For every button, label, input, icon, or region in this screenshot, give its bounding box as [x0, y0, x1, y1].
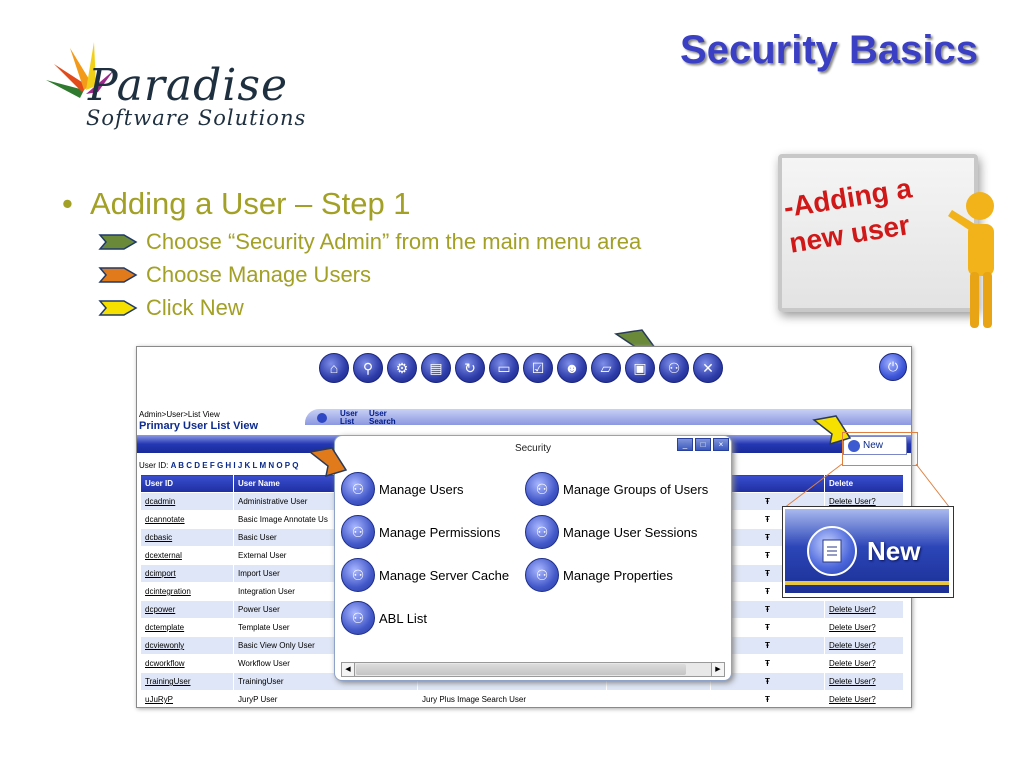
user-id-link[interactable]: uJuRyP [141, 691, 234, 709]
user-name-cell: Integration User [234, 583, 418, 601]
delete-user-link[interactable]: Delete User? [825, 673, 904, 691]
user-name-cell: External User [234, 547, 418, 565]
menu-manage-properties[interactable] [525, 558, 673, 592]
active-icon: Ŧ [711, 547, 825, 565]
menu-manage-permissions[interactable] [341, 515, 500, 549]
slide-title: Security Basics [680, 28, 978, 72]
menu-manage-groups[interactable] [525, 472, 708, 506]
user-id-link[interactable]: dcintegration [141, 583, 234, 601]
main-bullet [62, 186, 411, 222]
tools-icon[interactable]: ✕ [693, 353, 723, 383]
users-icon: ⚇ [525, 558, 559, 592]
delete-user-link[interactable]: Delete User? [825, 637, 904, 655]
active-icon: Ŧ [711, 493, 825, 511]
callout-connector [780, 462, 960, 512]
user-desc-cell: Jury Plus Image Search User [418, 691, 607, 709]
step-2-text: Choose Manage Users [146, 262, 372, 287]
active-icon: Ŧ [711, 691, 825, 709]
user-icon[interactable]: ☻ [557, 353, 587, 383]
security-dialog [334, 435, 732, 681]
user-id-link[interactable]: dcimport [141, 565, 234, 583]
step-2 [98, 262, 371, 288]
main-bullet-text: Adding a User – Step 1 [90, 186, 411, 221]
main-toolbar [319, 353, 723, 383]
active-icon: Ŧ [711, 529, 825, 547]
arrow-icon [98, 264, 140, 286]
column-header[interactable]: User Name [234, 475, 418, 493]
user-id-link[interactable]: dctemplate [141, 619, 234, 637]
users-icon: ⚇ [341, 515, 375, 549]
menu-label: Manage Server Cache [379, 567, 510, 583]
active-icon: Ŧ [711, 673, 825, 691]
highlight-box [842, 432, 918, 466]
user-name-cell: Administrative User [234, 493, 418, 511]
view-title: Primary User List View [139, 420, 259, 432]
delete-user-link[interactable]: Delete User? [825, 601, 904, 619]
users-icon: ⚇ [525, 472, 559, 506]
company-logo [40, 40, 330, 140]
tab-user-list[interactable] [340, 410, 358, 426]
active-icon: Ŧ [711, 655, 825, 673]
document-icon[interactable]: ▤ [421, 353, 451, 383]
menu-label: ABL List [379, 610, 427, 626]
user-name-cell: Template User [234, 619, 418, 637]
menu-manage-cache[interactable] [341, 558, 509, 592]
user-id-link[interactable]: dcannotate [141, 511, 234, 529]
active-icon: Ŧ [711, 637, 825, 655]
step-3 [98, 295, 244, 321]
delete-user-link[interactable]: Delete User? [825, 619, 904, 637]
users-icon: ⚇ [525, 515, 559, 549]
blank-cell [607, 691, 711, 709]
close-icon[interactable]: × [713, 438, 729, 451]
user-name-cell: Workflow User [234, 655, 418, 673]
arrow-icon [98, 297, 140, 319]
user-name-cell: Basic User [234, 529, 418, 547]
arrow-icon [98, 231, 140, 253]
zoom-stripe [785, 581, 949, 585]
zoom-inner [785, 509, 949, 593]
monitor-icon[interactable]: ▭ [489, 353, 519, 383]
active-icon: Ŧ [711, 565, 825, 583]
step-1 [98, 229, 641, 255]
column-header[interactable]: User ID [141, 475, 234, 493]
new-button-label: New [863, 440, 884, 451]
pointer-arrow-icon [308, 446, 348, 480]
users-icon: ⚇ [341, 601, 375, 635]
bullet-dot: • [62, 186, 73, 221]
minimize-icon[interactable]: _ [677, 438, 693, 451]
breadcrumb: Admin>User>List View [139, 410, 220, 419]
presenter-figure-icon [948, 188, 1018, 338]
menu-label: Manage Users [379, 481, 464, 497]
user-id-link[interactable]: dcexternal [141, 547, 234, 565]
menu-manage-users[interactable] [341, 472, 464, 506]
search-icon[interactable]: ⚲ [353, 353, 383, 383]
computer-icon[interactable]: ▣ [625, 353, 655, 383]
user-id-link[interactable]: dcbasic [141, 529, 234, 547]
security-icon[interactable]: ⚇ [659, 353, 689, 383]
logout-icon[interactable]: ⏻ [879, 353, 907, 381]
logo-tagline: Software Solutions [86, 106, 307, 130]
user-id-link[interactable]: TrainingUser [141, 673, 234, 691]
home-icon[interactable]: ⌂ [319, 353, 349, 383]
logo-wordmark: Paradise [88, 60, 288, 111]
user-name-cell: Import User [234, 565, 418, 583]
user-name-cell: Basic View Only User [234, 637, 418, 655]
user-name-cell: Power User [234, 601, 418, 619]
user-name-cell: Basic Image Annotate Us [234, 511, 418, 529]
tab-user-search[interactable] [369, 410, 396, 426]
checklist-icon[interactable]: ☑ [523, 353, 553, 383]
maximize-icon[interactable]: □ [695, 438, 711, 451]
new-document-icon [807, 526, 857, 576]
dialog-title: Security [514, 443, 552, 454]
table-row[interactable] [141, 691, 904, 709]
tab-line: Search [369, 417, 396, 426]
tab-line: List [340, 417, 355, 426]
column-header[interactable]: Delete [825, 475, 904, 493]
window-controls [677, 438, 729, 451]
scroll-thumb[interactable] [356, 664, 686, 675]
step-1-text: Choose “Security Admin” from the main menu area [146, 229, 642, 254]
alpha-filter-letters[interactable]: A B C D E F G H I J K L M N O P Q [170, 461, 299, 470]
whiteboard-text: -Adding a new user [781, 172, 914, 259]
user-id-link[interactable]: dcadmin [141, 493, 234, 511]
folder-icon[interactable]: ▱ [591, 353, 621, 383]
users-icon: ⚇ [341, 558, 375, 592]
menu-label: Manage Properties [563, 567, 673, 583]
step-3-text: Click New [146, 295, 244, 320]
whiteboard-graphic [752, 148, 1022, 338]
active-icon: Ŧ [711, 601, 825, 619]
scroll-left-icon[interactable]: ◀ [342, 663, 355, 676]
active-icon: Ŧ [711, 619, 825, 637]
delete-user-link[interactable]: Delete User? [825, 493, 904, 511]
active-icon: Ŧ [711, 583, 825, 601]
delete-user-link[interactable]: Delete User? [825, 655, 904, 673]
menu-label: Manage Permissions [379, 524, 501, 540]
sync-icon[interactable]: ↻ [455, 353, 485, 383]
new-label-zoom: New [867, 535, 921, 566]
active-icon: Ŧ [711, 511, 825, 529]
horizontal-scrollbar[interactable] [341, 662, 725, 677]
scroll-right-icon[interactable]: ▶ [711, 663, 724, 676]
user-name-cell: TrainingUser [234, 673, 418, 691]
tab-line: User [340, 409, 358, 418]
delete-user-link[interactable]: Delete User? [825, 691, 904, 709]
user-name-cell: JuryP User [234, 691, 418, 709]
alpha-filter [139, 461, 298, 470]
menu-abl-list[interactable] [341, 601, 427, 635]
menu-label: Manage Groups of Users [563, 481, 709, 497]
tab-line: User [369, 409, 387, 418]
back-icon[interactable] [317, 413, 327, 423]
user-id-link[interactable]: dcviewonly [141, 637, 234, 655]
new-button-zoom [782, 506, 954, 598]
users-icon: ⚇ [341, 472, 375, 506]
menu-manage-sessions[interactable] [525, 515, 697, 549]
alpha-filter-label: User ID: [139, 461, 169, 470]
menu-label: Manage User Sessions [563, 524, 698, 540]
user-id-link[interactable]: dcworkflow [141, 655, 234, 673]
user-id-link[interactable]: dcpower [141, 601, 234, 619]
gear-icon[interactable]: ⚙ [387, 353, 417, 383]
